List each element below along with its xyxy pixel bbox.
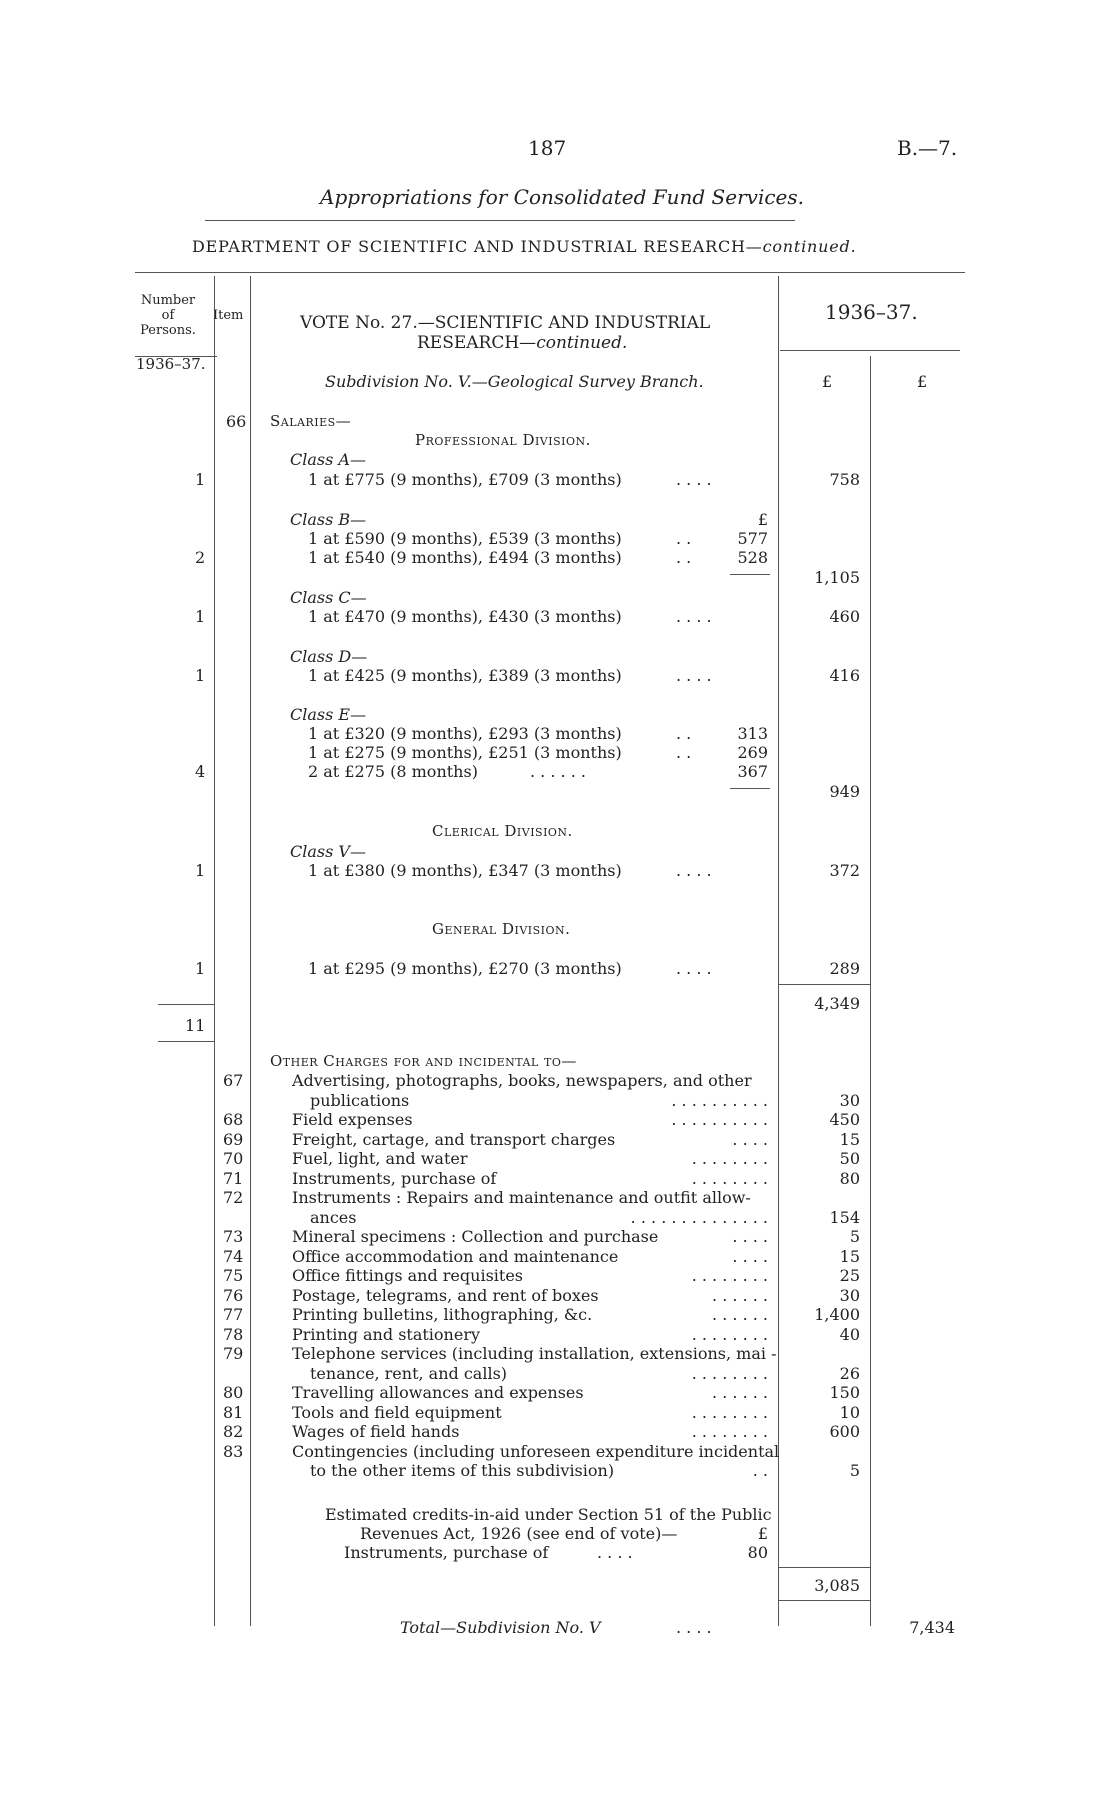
charge-description: Office fittings and requisites bbox=[292, 1266, 523, 1285]
leader-dots: . . bbox=[752, 1461, 768, 1480]
charge-description: Freight, cartage, and transport charges bbox=[292, 1129, 616, 1149]
class-e-amount-1: 313 bbox=[737, 724, 768, 743]
credits-amount: 80 bbox=[747, 1543, 768, 1562]
subdivision-total-label: Total—Subdivision No. V bbox=[400, 1618, 601, 1637]
general-division-heading: General Division. bbox=[432, 920, 571, 938]
professional-division-heading: Professional Division. bbox=[415, 431, 591, 449]
class-e-amount-3: 367 bbox=[737, 762, 768, 781]
clerical-division-heading: Clerical Division. bbox=[432, 822, 573, 840]
class-a-persons: 1 bbox=[195, 470, 206, 489]
class-c-label: Class C— bbox=[290, 588, 367, 607]
charge-description: Instruments, purchase of bbox=[292, 1168, 497, 1188]
item-number: 76 bbox=[223, 1285, 244, 1305]
charge-amount: 5 bbox=[849, 1227, 860, 1246]
charge-amount: 600 bbox=[829, 1422, 860, 1441]
subtotal-rule bbox=[730, 788, 770, 789]
amount-total-divider bbox=[870, 356, 871, 1626]
description-amount-divider bbox=[778, 276, 779, 1626]
charge-description: Field expenses bbox=[292, 1110, 413, 1129]
leader-dots: . . . . . . . . bbox=[691, 1363, 768, 1383]
charge-description: Contingencies (including unforeseen expenditure incidental bbox=[292, 1441, 780, 1461]
charge-amount: 15 bbox=[839, 1129, 860, 1149]
charge-amount: 25 bbox=[839, 1266, 860, 1285]
persons-total: 11 bbox=[185, 1016, 206, 1035]
leader-dots: . . . . . . . . . . bbox=[671, 1090, 768, 1110]
leader-dots: . . . . . . . . bbox=[691, 1149, 768, 1168]
persons-column-header: Number of Persons. bbox=[140, 293, 196, 338]
item-number: 82 bbox=[223, 1422, 244, 1441]
department-heading: DEPARTMENT OF SCIENTIFIC AND INDUSTRIAL RESEARCH—continued. bbox=[192, 237, 857, 256]
page-number: 187 bbox=[528, 136, 567, 160]
salaries-heading: Salaries— bbox=[270, 412, 352, 430]
leader-dots: . . . . bbox=[597, 1543, 633, 1562]
item-number: 79 bbox=[223, 1344, 244, 1363]
item-number: 69 bbox=[223, 1129, 244, 1149]
class-b-pound: £ bbox=[757, 510, 768, 529]
persons-item-divider bbox=[214, 276, 215, 1626]
charge-description: Telephone services (including installation, extensions, mai - bbox=[292, 1344, 777, 1363]
class-b-amount-2: 528 bbox=[737, 548, 768, 567]
leader-dots: . . . . bbox=[676, 959, 712, 978]
class-v-persons: 1 bbox=[195, 861, 206, 880]
charge-description: Travelling allowances and expenses bbox=[292, 1383, 584, 1402]
class-d-detail: 1 at £425 (9 months), £389 (3 months) bbox=[308, 666, 622, 685]
class-b-detail-2: 1 at £540 (9 months), £494 (3 months) bbox=[308, 548, 622, 567]
charge-description-cont: tenance, rent, and calls) bbox=[310, 1363, 508, 1383]
charge-amount: 15 bbox=[839, 1246, 860, 1266]
other-total-underline bbox=[778, 1600, 870, 1601]
persons-total-rule bbox=[158, 1004, 214, 1005]
class-v-total: 372 bbox=[829, 861, 860, 880]
item-number: 70 bbox=[223, 1149, 244, 1168]
vote-title-line1: VOTE No. 27.—SCIENTIFIC AND INDUSTRIAL bbox=[300, 313, 711, 333]
leader-dots: . . bbox=[676, 548, 692, 567]
class-d-label: Class D— bbox=[290, 647, 368, 666]
class-b-persons: 2 bbox=[195, 548, 206, 567]
charge-description: Wages of field hands bbox=[292, 1422, 460, 1441]
other-charges-heading: Other Charges for and incidental to— bbox=[270, 1052, 577, 1070]
leader-dots: . . . . bbox=[732, 1227, 768, 1246]
leader-dots: . . bbox=[676, 724, 692, 743]
general-persons: 1 bbox=[195, 959, 206, 978]
vote-title-line2: RESEARCH—continued. bbox=[417, 333, 628, 353]
leader-dots: . . . . . . . . bbox=[691, 1168, 768, 1188]
salaries-total: 4,349 bbox=[814, 994, 860, 1013]
charge-amount: 30 bbox=[839, 1090, 860, 1110]
charge-description: Mineral specimens : Collection and purchase bbox=[292, 1227, 659, 1246]
class-e-detail-2: 1 at £275 (9 months), £251 (3 months) bbox=[308, 743, 622, 762]
class-e-persons: 4 bbox=[195, 762, 206, 781]
item-number: 75 bbox=[223, 1266, 244, 1285]
charge-description: Tools and field equipment bbox=[292, 1402, 502, 1422]
charge-amount: 50 bbox=[839, 1149, 860, 1168]
leader-dots: . . . . bbox=[676, 666, 712, 685]
item-number: 66 bbox=[226, 412, 247, 431]
credits-pound: £ bbox=[757, 1524, 768, 1543]
charge-description: Printing and stationery bbox=[292, 1324, 481, 1344]
leader-dots: . . . . . . bbox=[712, 1305, 768, 1324]
charge-description: Postage, telegrams, and rent of boxes bbox=[292, 1285, 599, 1305]
item-number: 81 bbox=[223, 1402, 244, 1422]
class-a-detail: 1 at £775 (9 months), £709 (3 months) bbox=[308, 470, 622, 489]
charge-amount: 1,400 bbox=[814, 1305, 860, 1324]
charge-description: Advertising, photographs, books, newspapers, and other bbox=[292, 1071, 752, 1090]
class-b-label: Class B— bbox=[290, 510, 367, 529]
grand-total: 7,434 bbox=[909, 1618, 955, 1637]
pound-heading-2: £ bbox=[917, 372, 928, 391]
persons-year: 1936–37. bbox=[136, 355, 206, 373]
class-v-label: Class V— bbox=[290, 842, 366, 861]
item-number: 80 bbox=[223, 1383, 244, 1402]
persons-total-underline bbox=[158, 1041, 214, 1042]
charge-amount: 10 bbox=[839, 1402, 860, 1422]
pound-heading-1: £ bbox=[822, 372, 833, 391]
leader-dots: . . . . bbox=[676, 1618, 712, 1637]
leader-dots: . . bbox=[676, 529, 692, 548]
item-number: 71 bbox=[223, 1168, 244, 1188]
credits-text-2: Revenues Act, 1926 (see end of vote)— bbox=[360, 1524, 678, 1543]
other-total-rule bbox=[778, 1567, 870, 1568]
page-title: Appropriations for Consolidated Fund Services. bbox=[320, 185, 805, 209]
leader-dots: . . . . . . . . . . bbox=[671, 1110, 768, 1129]
class-c-total: 460 bbox=[829, 607, 860, 626]
class-d-persons: 1 bbox=[195, 666, 206, 685]
leader-dots: . . . . bbox=[676, 470, 712, 489]
item-number: 77 bbox=[223, 1305, 244, 1324]
class-d-total: 416 bbox=[829, 666, 860, 685]
class-v-detail: 1 at £380 (9 months), £347 (3 months) bbox=[308, 861, 622, 880]
salaries-total-rule bbox=[778, 984, 870, 985]
table-top-rule bbox=[135, 272, 965, 273]
leader-dots: . . . . . . . . bbox=[691, 1422, 768, 1441]
item-description-divider bbox=[250, 276, 251, 1626]
leader-dots: . . . . . . bbox=[712, 1383, 768, 1402]
charge-description: Printing bulletins, lithographing, &c. bbox=[292, 1305, 593, 1324]
charge-description-cont: publications bbox=[310, 1090, 410, 1110]
item-column-header: Item bbox=[213, 308, 244, 323]
title-rule bbox=[205, 220, 795, 221]
item-number: 72 bbox=[223, 1188, 244, 1207]
class-e-amount-2: 269 bbox=[737, 743, 768, 762]
leader-dots: . . . . bbox=[732, 1129, 768, 1149]
class-b-total: 1,105 bbox=[814, 568, 860, 587]
leader-dots: . . . . bbox=[676, 861, 712, 880]
class-e-total: 949 bbox=[829, 782, 860, 801]
class-a-label: Class A— bbox=[290, 450, 366, 469]
class-a-total: 758 bbox=[829, 470, 860, 489]
charge-description-cont: ances bbox=[310, 1207, 357, 1227]
leader-dots: . . . . . . . . bbox=[691, 1266, 768, 1285]
general-total: 289 bbox=[829, 959, 860, 978]
charge-description-cont: to the other items of this subdivision) bbox=[310, 1461, 615, 1480]
charge-amount: 450 bbox=[829, 1110, 860, 1129]
year-column-header: 1936–37. bbox=[825, 300, 918, 324]
charge-amount: 80 bbox=[839, 1168, 860, 1188]
subdivision-title: Subdivision No. V.—Geological Survey Branch. bbox=[325, 372, 704, 391]
charge-description: Office accommodation and maintenance bbox=[292, 1246, 619, 1266]
charge-amount: 154 bbox=[829, 1207, 860, 1227]
charge-amount: 30 bbox=[839, 1285, 860, 1305]
year-header-rule bbox=[780, 350, 960, 351]
item-number: 83 bbox=[223, 1441, 244, 1461]
item-number: 74 bbox=[223, 1246, 244, 1266]
charge-amount: 26 bbox=[839, 1363, 860, 1383]
charge-description: Instruments : Repairs and maintenance and outfit allow- bbox=[292, 1188, 751, 1207]
item-number: 68 bbox=[223, 1110, 244, 1129]
class-e-label: Class E— bbox=[290, 705, 367, 724]
charge-amount: 5 bbox=[849, 1461, 860, 1480]
class-b-detail-1: 1 at £590 (9 months), £539 (3 months) bbox=[308, 529, 622, 548]
leader-dots: . . . . . . bbox=[530, 762, 586, 781]
class-e-detail-3: 2 at £275 (8 months) bbox=[308, 762, 478, 781]
other-charges-total: 3,085 bbox=[814, 1576, 860, 1595]
item-number: 78 bbox=[223, 1324, 244, 1344]
leader-dots: . . . . bbox=[732, 1246, 768, 1266]
general-detail: 1 at £295 (9 months), £270 (3 months) bbox=[308, 959, 622, 978]
class-b-amount-1: 577 bbox=[737, 529, 768, 548]
leader-dots: . . . . bbox=[676, 607, 712, 626]
charge-amount: 150 bbox=[829, 1383, 860, 1402]
class-c-detail: 1 at £470 (9 months), £430 (3 months) bbox=[308, 607, 622, 626]
charge-description: Fuel, light, and water bbox=[292, 1149, 468, 1168]
credits-item: Instruments, purchase of bbox=[344, 1543, 549, 1562]
charge-amount: 40 bbox=[839, 1324, 860, 1344]
leader-dots: . . . . . . bbox=[712, 1285, 768, 1305]
leader-dots: . . . . . . . . bbox=[691, 1402, 768, 1422]
leader-dots: . . . . . . . . bbox=[691, 1324, 768, 1344]
item-number: 67 bbox=[223, 1071, 244, 1090]
class-c-persons: 1 bbox=[195, 607, 206, 626]
doc-reference: B.—7. bbox=[897, 136, 958, 160]
class-e-detail-1: 1 at £320 (9 months), £293 (3 months) bbox=[308, 724, 622, 743]
leader-dots: . . bbox=[676, 743, 692, 762]
item-number: 73 bbox=[223, 1227, 244, 1246]
credits-text-1: Estimated credits-in-aid under Section 51 of the Public bbox=[325, 1505, 772, 1524]
subtotal-rule bbox=[730, 574, 770, 575]
leader-dots: . . . . . . . . . . . . . . bbox=[630, 1207, 768, 1227]
